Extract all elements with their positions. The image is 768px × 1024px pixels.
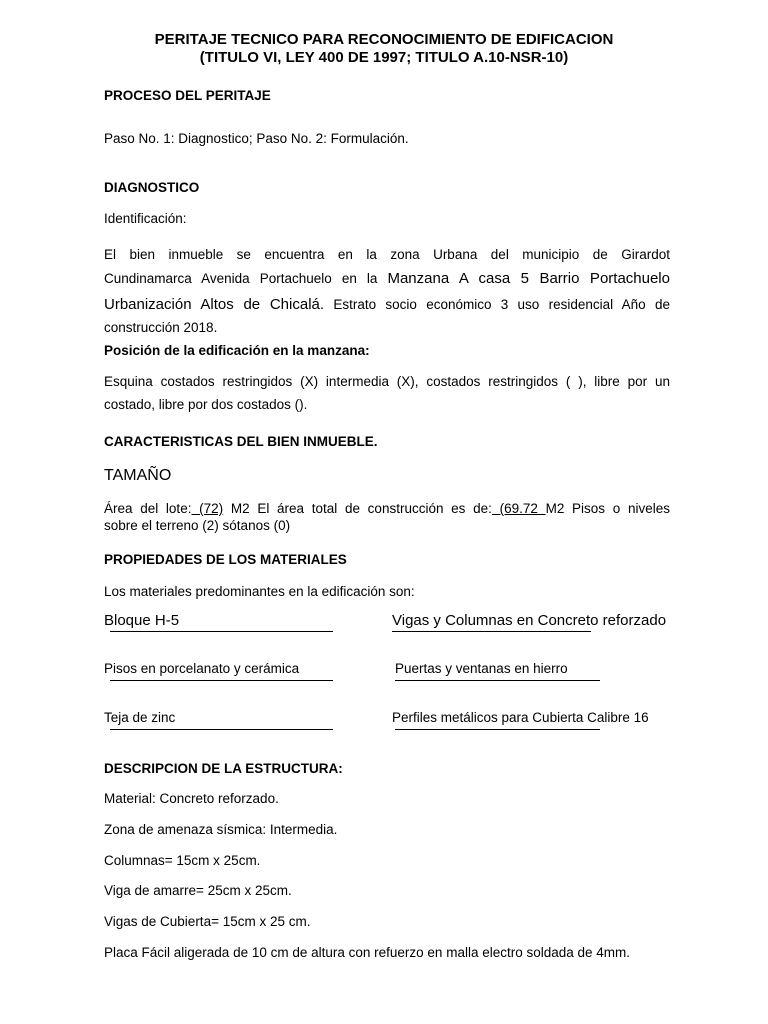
material-line-2: [392, 631, 591, 632]
estructura-placa: Placa Fácil aligerada de 10 cm de altura con refuerzo en malla electro soldada de 4mm.: [104, 945, 631, 960]
material-item-3: Pisos en porcelanato y cerámica: [104, 661, 300, 676]
diagnostico-heading: DIAGNOSTICO: [104, 180, 200, 195]
posicion-line-2: costado, libre por dos costados ().: [104, 397, 308, 412]
material-item-5: Teja de zinc: [104, 710, 176, 725]
descripcion-line-2: [104, 267, 670, 290]
descripcion-line-1: [104, 243, 670, 266]
descripcion-line-3: [104, 293, 670, 316]
materiales-heading: PROPIEDADES DE LOS MATERIALES: [104, 552, 347, 567]
estructura-viga-amarre: Viga de amarre= 25cm x 25cm.: [104, 883, 292, 898]
estructura-zona-sismica: Zona de amenaza sísmica: Intermedia.: [104, 822, 338, 837]
tamano-heading: TAMAÑO: [104, 467, 172, 484]
proceso-pasos: Paso No. 1: Diagnostico; Paso No. 2: Formulación.: [104, 131, 409, 146]
area-lote-label: Área del lote:: [104, 501, 192, 516]
posicion-line-1: [104, 370, 670, 393]
material-line-4: [395, 680, 600, 681]
material-line-1: [110, 631, 333, 632]
descripcion-text-3a: Urbanización Altos de Chicalá.: [104, 296, 325, 313]
descripcion-text-1: El bien inmueble se encuentra en la zona Urbana del municipio de Girardot: [104, 247, 670, 262]
material-item-4: Puertas y ventanas en hierro: [395, 661, 568, 676]
materiales-intro: Los materiales predominantes en la edificación son:: [104, 584, 415, 599]
estructura-vigas-cubierta: Vigas de Cubierta= 15cm x 25 cm.: [104, 914, 311, 929]
estructura-material: Material: Concreto reforzado.: [104, 791, 279, 806]
proceso-heading: PROCESO DEL PERITAJE: [104, 88, 271, 103]
material-line-3: [110, 680, 333, 681]
material-item-2: Vigas y Columnas en Concreto reforzado: [392, 612, 667, 629]
descripcion-text-2b: Manzana A casa 5 Barrio Portachuelo: [387, 270, 670, 287]
area-line-2: sobre el terreno (2) sótanos (0): [104, 518, 291, 533]
posicion-heading: Posición de la edificación en la manzana:: [104, 343, 370, 358]
posicion-text-1: Esquina costados restringidos (X) intermedia (X), costados restringidos ( ), libre por un: [104, 374, 670, 389]
descripcion-text-3b: Estrato socio económico 3 uso residencial Año de: [333, 297, 670, 312]
area-lote-value: (72): [191, 501, 224, 516]
pisos-label: M2 Pisos o niveles: [545, 501, 670, 516]
descripcion-text-2a: Cundinamarca Avenida Portachuelo en la: [104, 271, 378, 286]
document-title-line2: (TITULO VI, LEY 400 DE 1997; TITULO A.10-NSR-10): [199, 49, 569, 66]
descripcion-line-4: construcción 2018.: [104, 320, 218, 335]
area-line-1: [104, 497, 670, 520]
caracteristicas-heading: CARACTERISTICAS DEL BIEN INMUEBLE.: [104, 434, 378, 449]
area-construccion-value: (69.72: [491, 501, 546, 516]
material-line-6: [395, 729, 600, 730]
document-title-line1: PERITAJE TECNICO PARA RECONOCIMIENTO DE EDIFICACION: [154, 31, 614, 48]
identificacion-label: Identificación:: [104, 211, 187, 226]
material-line-5: [110, 729, 333, 730]
estructura-columnas: Columnas= 15cm x 25cm.: [104, 853, 261, 868]
area-construccion-label: M2 El área total de construcción es de:: [230, 501, 492, 516]
material-item-6: Perfiles metálicos para Cubierta Calibre 16: [392, 710, 649, 725]
estructura-heading: DESCRIPCION DE LA ESTRUCTURA:: [104, 761, 343, 776]
material-item-1: Bloque H-5: [104, 612, 180, 629]
